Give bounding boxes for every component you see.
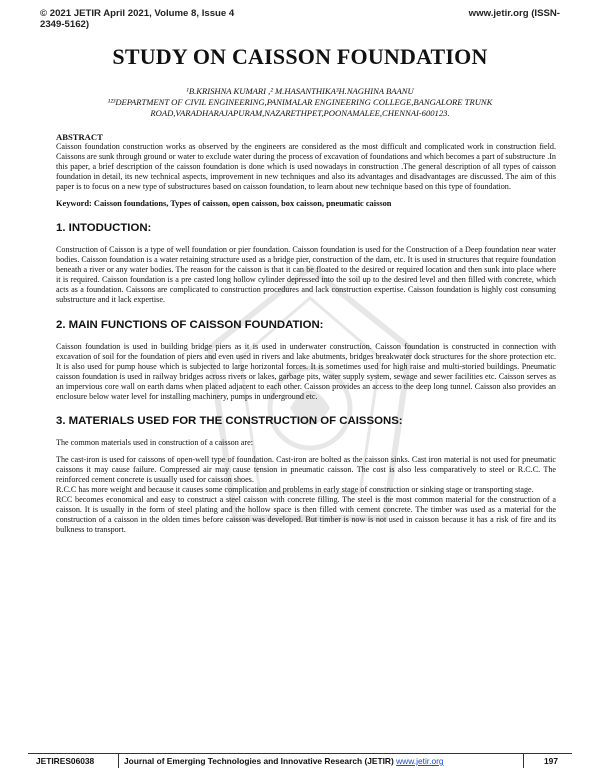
author-affiliation-line1: ¹²³DEPARTMENT OF CIVIL ENGINEERING,PANIMALAR ENGINEERING COLLEGE,BANGALORE TRUNK xyxy=(107,97,493,107)
section-paragraph: Caisson foundation is used in building bridge piers as it is used in underwater construction. Caisson foundation is constructed in connection with excavation of soil for the foundation of piers and even used in rivers and lake abutments, bridges breakwater dock structures for the shore protection etc. It is also used for pump house which is subjected to large horizontal forces. It is sometimes used for high raise and multi-storied buildings. Pneumatic caisson foundation is used in railway bridges across rivers or lakes, garbage pits, water supply system, sewage and sewer facilities etc. Caisson serves as an impervious core wall on earth dams when placed adjacent to each other. Caisson provides an access to the deep long tunnel. Caisson also provides an enclosure below water level for installing machinery, pumps in underground etc. xyxy=(56,342,556,401)
section-paragraph: RCC becomes economical and easy to construct a steel caisson with concrete filling. The steel is the most common material for the construction of a caisson. It is usually in the form of steel plating and the hollow space is then filled with cement concrete. The timber was used as a material for the construction of a caisson in the olden times before caisson was developed. But timber is now is not used in caisson because it has a risk of fire and its bulkness to transport. xyxy=(56,495,556,534)
section-paragraph: The cast-iron is used for caissons of open-well type of foundation. Cast-iron are bolted as the caisson sinks. Cast iron material is not used for pneumatic caissons it may cause failure. Compressed air may cause tension in pneumatic caisson. The cost is also less comparatively to steel or R.C.C. The reinforced cement concrete is usually used for caisson shoes. xyxy=(56,455,556,484)
page-footer xyxy=(30,756,570,768)
author-block xyxy=(60,86,540,119)
footer-page-number: 197 xyxy=(544,756,558,766)
author-names: ¹B.KRISHNA KUMARI ,² M.HASANTHIKA³H.NAGHINA BAANU xyxy=(186,86,414,96)
footer-rule xyxy=(28,753,572,754)
footer-journal xyxy=(124,756,444,767)
header-issn: www.jetir.org (ISSN- xyxy=(468,8,560,19)
footer-journal-link[interactable]: www.jetir.org xyxy=(396,756,444,766)
paper-body xyxy=(56,132,556,535)
abstract-heading: ABSTRACT xyxy=(56,132,103,142)
footer-paper-id: JETIRES06038 xyxy=(36,756,95,766)
footer-divider xyxy=(118,754,119,768)
header-issn-continued: 2349-5162) xyxy=(40,19,90,30)
paper-title: STUDY ON CAISSON FOUNDATION xyxy=(112,44,488,69)
section-paragraph: The common materials used in construction of a caisson are: xyxy=(56,438,253,447)
section-paragraph: Construction of Caisson is a type of well foundation or pier foundation. Caisson foundation is used for the Construction of a Deep foundation near water bodies. Caisson foundation is a water retaining structure used as a bridge pier, construction of the dam, etc. It is used in structures that require foundation beneath a river or any water bodies. The reason for the caisson is that it can be floated to the desired or required location and then sunk into place where it is required. Caisson foundation is a pre casted long hollow cylinder depressed into the soil up to the desired level and then filled with concrete, which acts as a foundation. Caissons are complicated to construction procedures and lack construction expertise. Caisson foundation is highly cost consuming substructure and it lack expertise. xyxy=(56,245,556,304)
section-paragraph: R.C.C has more weight and because it causes some complication and problems in early stage of construction or sinking stage or transporting stage. xyxy=(56,485,534,494)
footer-journal-name: Journal of Emerging Technologies and Innovative Research (JETIR) xyxy=(124,756,394,766)
header-citation: © 2021 JETIR April 2021, Volume 8, Issue 4 xyxy=(40,8,235,19)
section-heading-functions: 2. MAIN FUNCTIONS OF CAISSON FOUNDATION: xyxy=(56,319,324,331)
keywords: Keyword: Caisson foundations, Types of caisson, open caisson, box caisson, pneumatic caisson xyxy=(56,199,392,208)
footer-divider xyxy=(523,754,524,768)
abstract-text: Caisson foundation construction works as observed by the engineers are considered as the most difficult and complicated work in construction field. Caissons are sunk through ground or water to exclude water during the process of excavation of foundations and which becomes a part of substructure .In this paper, a brief description of the caisson foundation is done which is used nowadays in construction .The general description of all types of caisson foundation in detail, its new technical aspects, improvement in new techniques and also its advantages and disadvantages are discussed. The aim of this paper is to focus on a new type of substructures based on caisson foundation, to learn about new technique based on this type of foundation. xyxy=(56,142,556,191)
section-heading-materials: 3. MATERIALS USED FOR THE CONSTRUCTION OF CAISSONS: xyxy=(56,415,403,427)
section-heading-introduction: 1. INTODUCTION: xyxy=(56,222,152,234)
author-affiliation-line2: ROAD,VARADHARAJAPURAM,NAZARETHPET,POONAMALEE,CHENNAI-600123. xyxy=(150,108,450,118)
